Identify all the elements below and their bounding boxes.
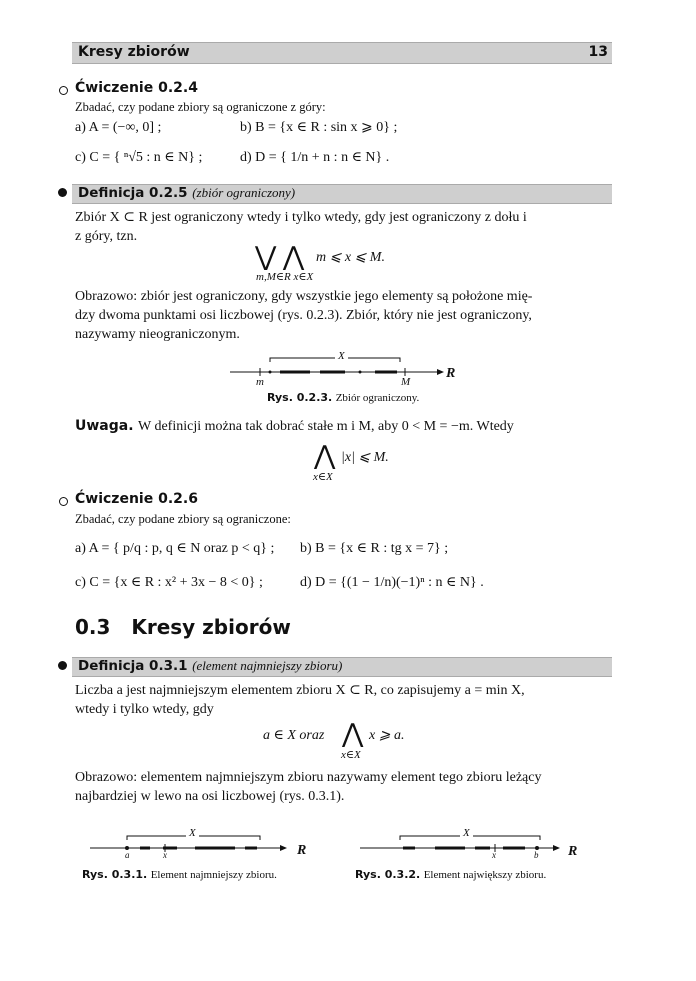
definition-title: Definicja 0.2.5 (zbiór ograniczony) — [78, 185, 296, 201]
figure-label-X: X — [460, 827, 473, 839]
exercise-item-a: a) A = (−∞, 0] ; — [75, 120, 162, 135]
paragraph-line: dzy dwoma punktami osi liczbowej (rys. 0.2.3). Zbiór, który nie jest ograniczony, — [75, 308, 532, 323]
definition-line: Liczba a jest najmniejszym elementem zbioru X ⊂ R, co zapisujemy a = min X, — [75, 683, 525, 698]
axis-label-R: R — [297, 843, 307, 858]
axis-label-R: R — [568, 844, 578, 859]
open-bullet-icon — [59, 497, 68, 506]
figure-label-X: X — [186, 827, 199, 839]
definition-formula-right: x ⩾ a. — [369, 728, 405, 743]
paragraph-line: Obrazowo: zbiór jest ograniczony, gdy wszystkie jego elementy są położone mię- — [75, 289, 533, 304]
exercise-item-c: c) C = {x ∈ R : x² + 3x − 8 < 0} ; — [75, 575, 263, 590]
definition-bar — [72, 184, 612, 204]
exercise-item-b: b) B = {x ∈ R : sin x ⩾ 0} ; — [240, 120, 398, 135]
exercise-intro: Zbadać, czy podane zbiory są ograniczone z góry: — [75, 100, 326, 114]
figure-label-x: x — [163, 850, 167, 860]
filled-bullet-icon — [58, 661, 67, 670]
exercise-item-b: b) B = {x ∈ R : tg x = 7} ; — [300, 541, 449, 556]
remark-paragraph: Uwaga. W definicji można tak dobrać stałe m i M, aby 0 < M = −m. Wtedy — [75, 418, 514, 434]
figure-label-x: x — [492, 850, 496, 860]
running-header — [72, 42, 612, 64]
exercise-title: Ćwiczenie 0.2.4 — [75, 80, 198, 96]
formula-subscript: x∈X — [313, 471, 333, 483]
axis-label-R: R — [446, 366, 456, 381]
definition-title: Definicja 0.3.1 (element najmniejszy zbioru) — [78, 658, 343, 674]
section-heading: 0.3 Kresy zbiorów — [75, 615, 291, 639]
figure-label-a: a — [125, 850, 130, 860]
filled-bullet-icon — [58, 188, 67, 197]
definition-formula-left: a ∈ X oraz — [263, 728, 325, 743]
paragraph-line: Obrazowo: elementem najmniejszym zbioru nazywamy element tego zbioru leżący — [75, 770, 542, 785]
figure-label-M: M — [401, 376, 411, 388]
paragraph-line: nazywamy nieograniczonym. — [75, 327, 240, 342]
header-title: Kresy zbiorów — [78, 44, 190, 60]
exercise-item-d: d) D = {(1 − 1/n)(−1)ⁿ : n ∈ N} . — [300, 575, 484, 590]
quantifier-symbols: ⋁ ⋀ — [255, 242, 305, 271]
figure-label-m: m — [256, 376, 264, 388]
exercise-intro: Zbadać, czy podane zbiory są ograniczone: — [75, 512, 291, 526]
definition-formula: m ⩽ x ⩽ M. — [316, 250, 385, 265]
quantifier-symbol: ⋀ — [342, 719, 364, 748]
definition-line: Zbiór X ⊂ R jest ograniczony wtedy i tylko wtedy, gdy jest ograniczony z dołu i — [75, 210, 527, 225]
figure-label-x: X — [335, 350, 348, 362]
page-number: 13 — [588, 44, 608, 60]
exercise-item-a: a) A = { p/q : p, q ∈ N oraz p < q} ; — [75, 541, 275, 556]
figure-caption: Rys. 0.2.3. Zbiór ograniczony. — [267, 391, 420, 404]
figure-caption: Rys. 0.3.2. Element największy zbioru. — [355, 868, 547, 881]
figure-caption: Rys. 0.3.1. Element najmniejszy zbioru. — [82, 868, 277, 881]
open-bullet-icon — [59, 86, 68, 95]
definition-line: z góry, tzn. — [75, 229, 138, 244]
definition-line: wtedy i tylko wtedy, gdy — [75, 702, 214, 717]
paragraph-line: najbardziej w lewo na osi liczbowej (rys. 0.3.1). — [75, 789, 345, 804]
formula-subscript: x∈X — [341, 749, 361, 761]
remark-formula: |x| ⩽ M. — [341, 450, 389, 465]
formula-subscript: m,M∈R x∈X — [256, 271, 314, 283]
exercise-item-d: d) D = { 1/n + n : n ∈ N} . — [240, 150, 390, 165]
quantifier-symbol: ⋀ — [314, 441, 336, 470]
exercise-title: Ćwiczenie 0.2.6 — [75, 491, 198, 507]
exercise-item-c: c) C = { ⁿ√5 : n ∈ N} ; — [75, 150, 203, 165]
definition-bar — [72, 657, 612, 677]
figure-label-b: b — [534, 850, 539, 860]
